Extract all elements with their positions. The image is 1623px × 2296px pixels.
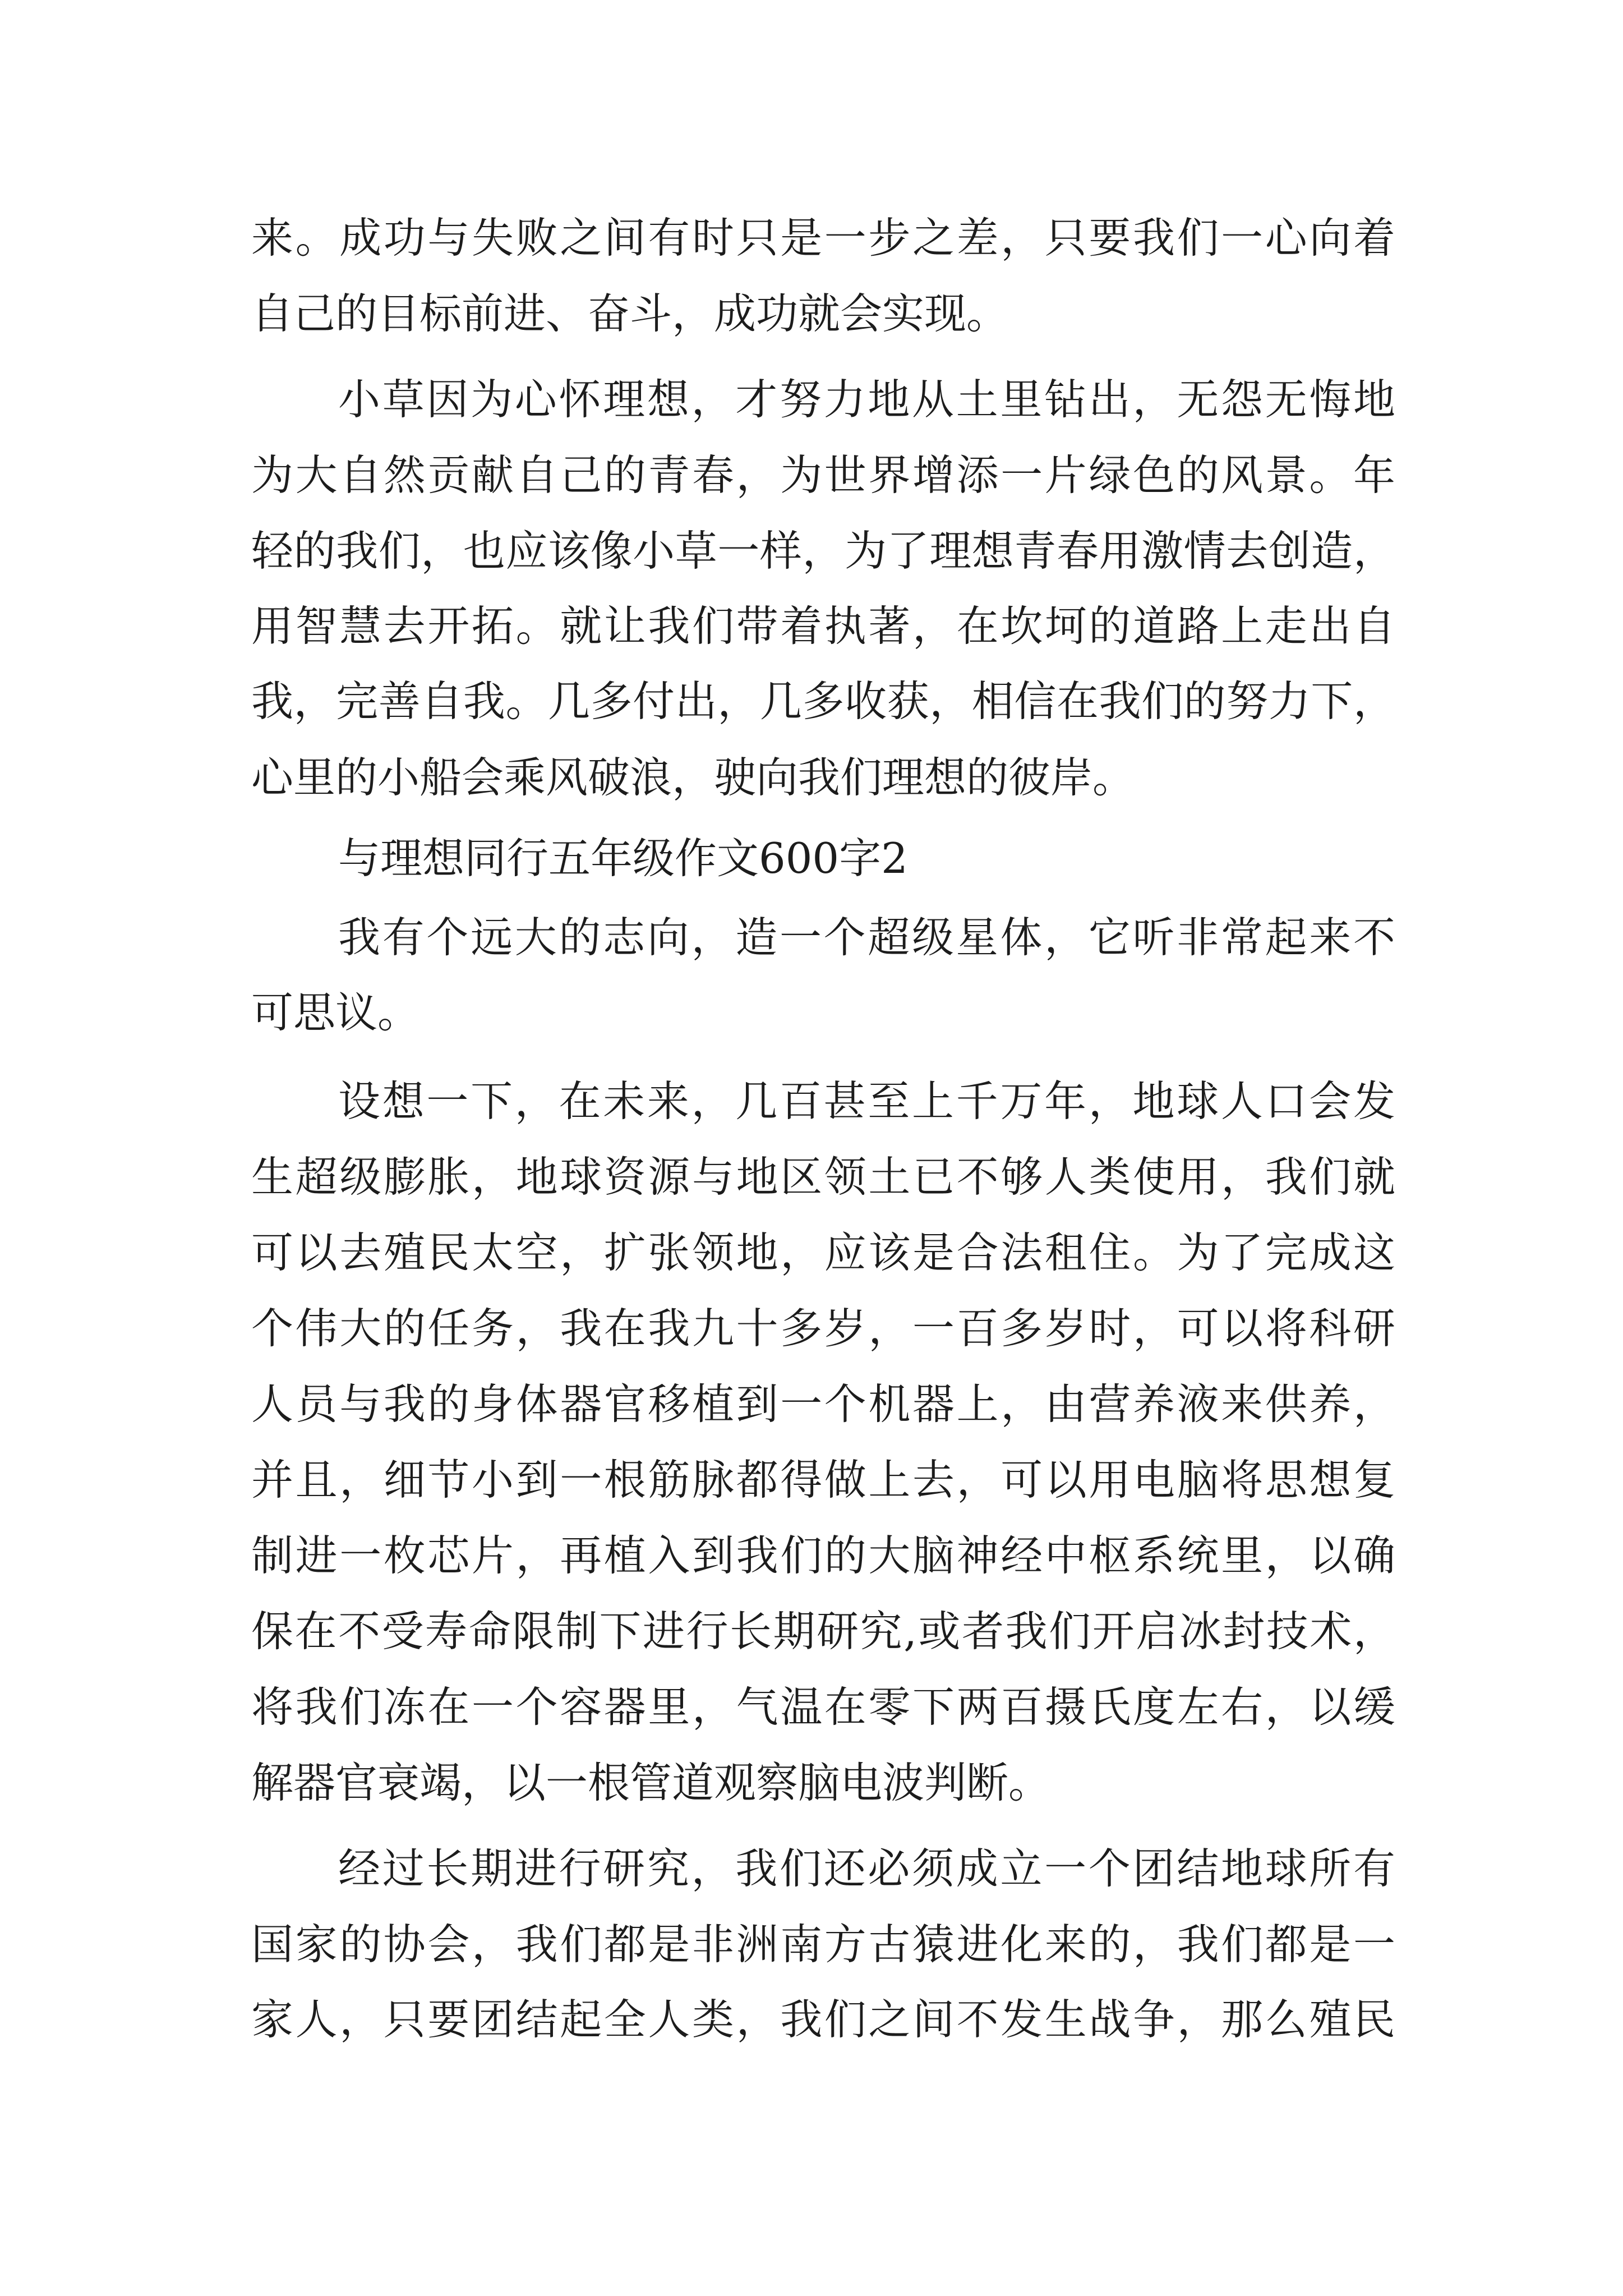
text-line-5: 轻的我们，也应该像小草一样，为了理想青春用激情去创造， (251, 526, 1395, 576)
text-line-11: 可思议。 (251, 988, 420, 1037)
text-line-18: 制进一枚芯片，再植入到我们的大脑神经中枢系统里，以确 (251, 1531, 1395, 1580)
text-line-3: 小草因为心怀理想，才努力地从土里钻出，无怨无悔地 (338, 375, 1395, 424)
text-line-2: 自己的目标前进、奋斗，成功就会实现。 (251, 289, 1009, 338)
text-line-21: 解器官衰竭，以一根管道观察脑电波判断。 (251, 1758, 1051, 1807)
text-line-14: 可以去殖民太空，扩张领地，应该是合法租住。为了完成这 (251, 1228, 1395, 1277)
text-line-17: 并且，细节小到一根筋脉都得做上去，可以用电脑将思想复 (251, 1455, 1395, 1504)
text-line-7: 我，完善自我。几多付出，几多收获，相信在我们的努力下， (251, 677, 1395, 726)
text-line-10: 我有个远大的志向，造一个超级星体，它听非常起来不 (338, 913, 1395, 962)
text-line-19: 保在不受寿命限制下进行长期研究,或者我们开启冰封技术， (251, 1607, 1395, 1656)
text-line-12: 设想一下，在未来，几百甚至上千万年，地球人口会发 (338, 1076, 1395, 1126)
text-line-13: 生超级膨胀，地球资源与地区领土已不够人类使用，我们就 (251, 1152, 1395, 1202)
text-line-16: 人员与我的身体器官移植到一个机器上，由营养液来供养， (251, 1379, 1395, 1429)
text-line-20: 将我们冻在一个容器里，气温在零下两百摄氏度左右，以缓 (251, 1682, 1395, 1732)
text-line-6: 用智慧去开拓。就让我们带着执著，在坎坷的道路上走出自 (251, 601, 1395, 651)
text-line-23: 国家的协会，我们都是非洲南方古猿进化来的，我们都是一 (251, 1920, 1395, 1969)
text-line-1: 来。成功与失败之间有时只是一步之差，只要我们一心向着 (251, 213, 1395, 263)
text-line-22: 经过长期进行研究，我们还必须成立一个团结地球所有 (338, 1844, 1395, 1893)
text-line-4: 为大自然贡献自己的青春，为世界增添一片绿色的风景。年 (251, 450, 1395, 500)
text-line-24: 家人，只要团结起全人类，我们之间不发生战争，那么殖民 (251, 1995, 1395, 2044)
text-line-15: 个伟大的任务，我在我九十多岁，一百多岁时，可以将科研 (251, 1304, 1395, 1353)
text-line-8: 心里的小船会乘风破浪，驶向我们理想的彼岸。 (251, 753, 1135, 802)
section-heading: 与理想同行五年级作文600字2 (338, 834, 908, 883)
